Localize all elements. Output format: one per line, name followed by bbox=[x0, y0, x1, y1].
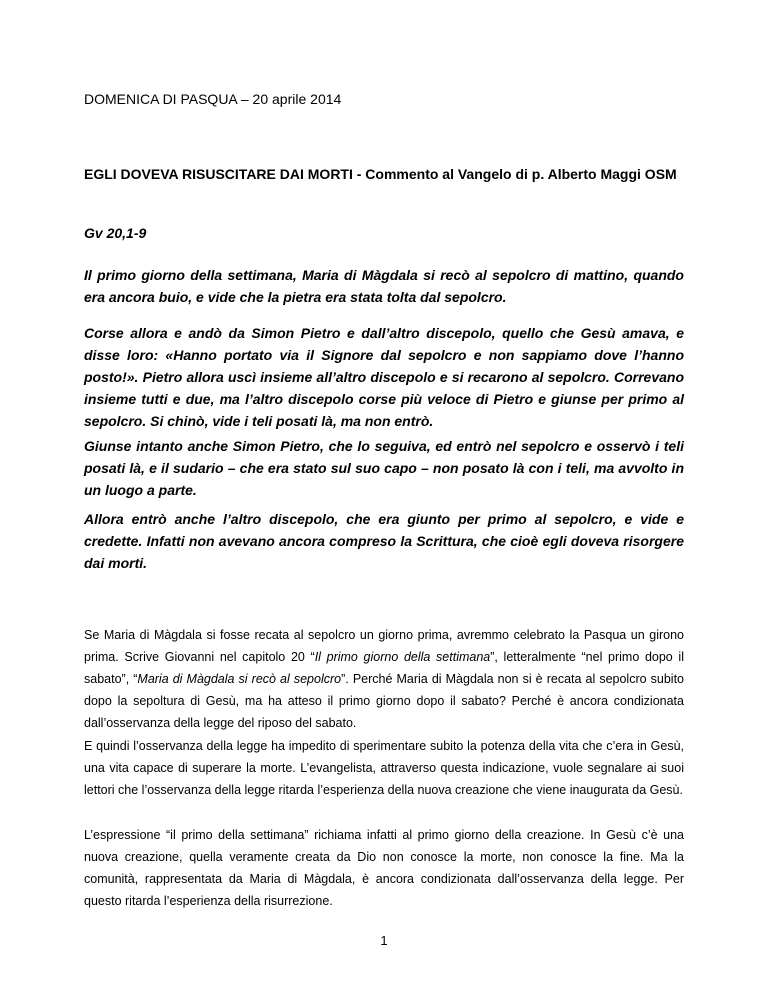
document-title: EGLI DOVEVA RISUSCITARE DAI MORTI - Commento al Vangelo di p. Alberto Maggi OSM bbox=[84, 166, 677, 182]
commentary-text: Se Maria di Màgdala si fosse recata al sepolcro un giorno prima, avremmo celebrato la Pasqua un girono prima. Scrive Giovanni nel capitolo 20 “ bbox=[84, 628, 684, 664]
gospel-paragraph-1: Il primo giorno della settimana, Maria di Màgdala si recò al sepolcro di mattino, quando era ancora buio, e vide che la pietra era stata tolta dal sepolcro. bbox=[84, 267, 684, 305]
commentary-text: ”. Perché Maria di Màgdala non si è recata al sepolcro subito dopo la sepoltura di Gesù, ma ha atteso il primo giorno dopo il sabato? Perché è ancora condizionata dall’osservanza della legge del riposo del sabato. bbox=[84, 672, 684, 730]
gospel-reference: Gv 20,1-9 bbox=[84, 225, 147, 241]
gospel-paragraph-3: Giunse intanto anche Simon Pietro, che lo seguiva, ed entrò nel sepolcro e osservò i teli posati là, e il sudario – che era stato sul suo capo – non posato là con i teli, ma avvolto in un luogo a parte. bbox=[84, 438, 684, 498]
commentary-paragraph-1 bbox=[84, 624, 684, 734]
commentary-quote: Maria di Màgdala si recò al sepolcro bbox=[137, 672, 342, 686]
gospel-paragraph-4: Allora entrò anche l’altro discepolo, che era giunto per primo al sepolcro, e vide e credette. Infatti non avevano ancora compreso la Scrittura, che cioè egli doveva risorgere dai morti. bbox=[84, 511, 684, 571]
page-number: 1 bbox=[380, 933, 388, 948]
commentary-paragraph-3: L’espressione “il primo della settimana” richiama infatti al primo giorno della creazione. In Gesù c’è una nuova creazione, quella veramente creata da Dio non conosce la morte, non conosce la fine. Ma la comunità, rappresentata da Maria di Màgdala, è ancora condizionata dall’osservanza della legge. Per questo ritarda l’esperienza della risurrezione. bbox=[84, 828, 684, 908]
commentary-paragraph-2: E quindi l’osservanza della legge ha impedito di sperimentare subito la potenza della vita che c’era in Gesù, una vita capace di superare la morte. L’evangelista, attraverso questa indicazione, vuole segnalare ai suoi lettori che l’osservanza della legge ritarda l’esperienza della nuova creazione che viene inaugurata da Gesù. bbox=[84, 739, 684, 797]
gospel-paragraph-2: Corse allora e andò da Simon Pietro e dall’altro discepolo, quello che Gesù amava, e disse loro: «Hanno portato via il Signore dal sepolcro e non sappiamo dove l’hanno posto!». Pietro allora uscì insieme all’altro discepolo e si recarono al sepolcro. Correvano insieme tutti e due, ma l’altro discepolo corse più veloce di Pietro e giunse per primo al sepolcro. Si chinò, vide i teli posati là, ma non entrò. bbox=[84, 325, 684, 429]
commentary-quote: Il primo giorno della settimana bbox=[314, 650, 491, 664]
commentary-text: ”, letteralmente “nel primo dopo il sabato”, “ bbox=[84, 650, 684, 686]
document-header: DOMENICA DI PASQUA – 20 aprile 2014 bbox=[84, 91, 342, 107]
